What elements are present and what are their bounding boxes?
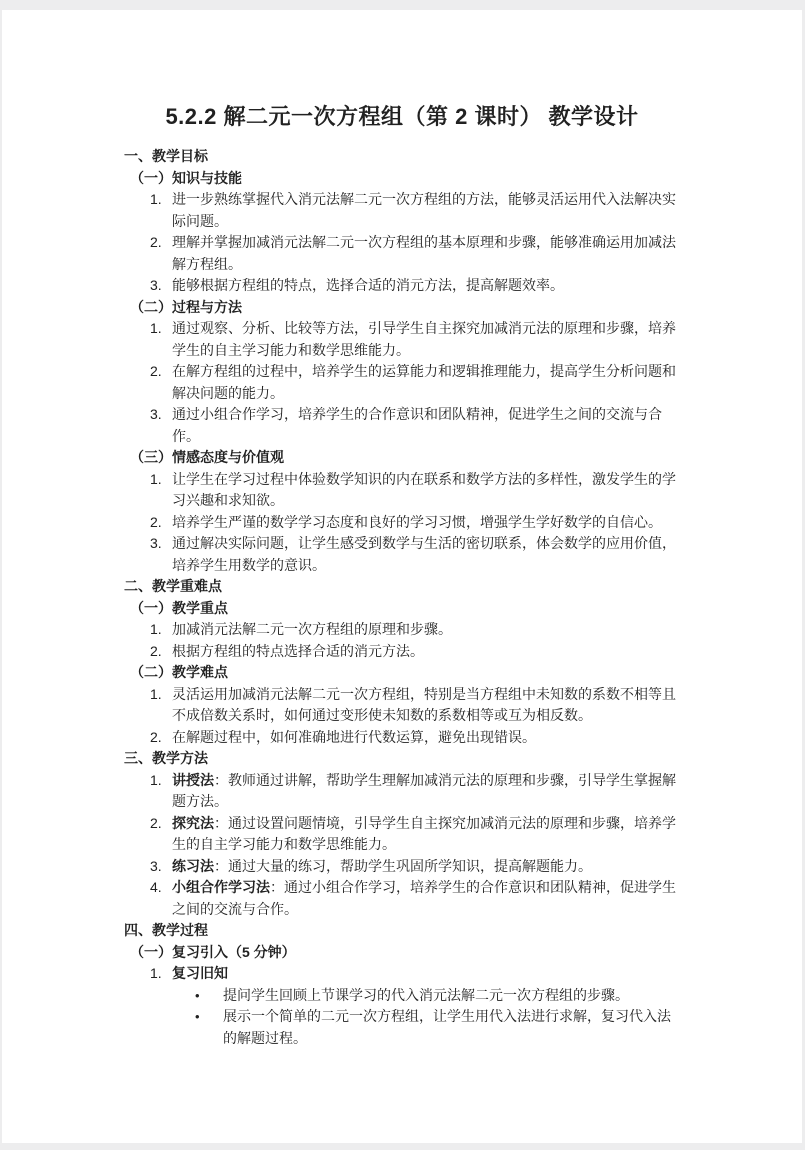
item-text — [172, 856, 682, 878]
item-body-text: 通过解决实际问题，让学生感受到数学与生活的密切联系，体会数学的应用价值，培养学生用数学的意识。 — [172, 535, 676, 573]
item-number: 3. — [150, 535, 162, 551]
item-body-text: 培养学生严谨的数学学习态度和良好的学习习惯，增强学生学好数学的自信心。 — [172, 513, 662, 530]
item-text: 提问学生回顾上节课学习的代入消元法解二元一次方程组的步骤。 — [223, 986, 629, 1003]
item-body-text: 在解方程组的过程中，培养学生的运算能力和逻辑推理能力，提高学生分析问题和解决问题的能力。 — [172, 363, 676, 401]
section-heading: 三、教学方法 — [124, 750, 208, 766]
item-text — [172, 641, 682, 663]
item-lead: 讲授法 — [172, 771, 214, 788]
item-text — [172, 963, 682, 985]
numbered-item — [122, 877, 682, 920]
item-number: 3. — [150, 857, 162, 874]
item-text — [172, 813, 682, 856]
document-body — [122, 146, 682, 1049]
numbered-item — [122, 856, 682, 878]
item-number: 1. — [150, 320, 162, 336]
item-text — [172, 189, 682, 232]
item-number: 1. — [150, 621, 162, 637]
item-number: 1. — [150, 965, 162, 981]
numbered-item — [122, 404, 682, 447]
numbered-item — [122, 318, 682, 361]
item-number: 1. — [150, 470, 162, 487]
numbered-item — [122, 619, 682, 641]
item-number: 2. — [150, 234, 162, 250]
item-body-text: ：通过小组合作学习，培养学生的合作意识和团队精神，促进学生之间的交流与合作。 — [172, 879, 676, 917]
numbered-item — [122, 275, 682, 297]
section-heading: 一、教学目标 — [124, 148, 208, 164]
item-number: 1. — [150, 771, 162, 788]
item-lead: 练习法 — [172, 857, 214, 874]
numbered-item — [122, 641, 682, 663]
subsection-heading: （一）复习引入（5 分钟） — [130, 943, 296, 960]
item-body-text: ：通过大量的练习，帮助学生巩固所学知识，提高解题能力。 — [214, 857, 592, 874]
item-text — [172, 275, 682, 297]
numbered-item — [122, 770, 682, 813]
item-text — [172, 684, 682, 727]
item-text — [172, 404, 682, 447]
item-body-text: 能够根据方程组的特点，选择合适的消元方法，提高解题效率。 — [172, 277, 564, 293]
item-lead: 小组合作学习法 — [172, 879, 270, 895]
item-text — [172, 877, 682, 920]
numbered-item — [122, 189, 682, 232]
bullet-icon: • — [195, 1009, 200, 1024]
numbered-item — [122, 469, 682, 512]
numbered-item — [122, 512, 682, 534]
item-number: 2. — [150, 814, 162, 831]
item-text — [172, 619, 682, 641]
numbered-item — [122, 533, 682, 576]
subsection-heading: （三）情感态度与价值观 — [130, 449, 284, 465]
item-number: 1. — [150, 191, 162, 207]
item-number: 4. — [150, 879, 162, 895]
item-body-text: 让学生在学习过程中体验数学知识的内在联系和数学方法的多样性，激发学生的学习兴趣和求知欲。 — [172, 470, 676, 508]
subsection-heading: （一）知识与技能 — [130, 169, 242, 186]
item-number: 3. — [150, 277, 162, 293]
item-number: 2. — [150, 642, 162, 659]
item-number: 3. — [150, 406, 162, 422]
item-body-text: 加减消元法解二元一次方程组的原理和步骤。 — [172, 621, 452, 637]
item-number: 1. — [150, 685, 162, 702]
numbered-item — [122, 361, 682, 404]
subsection-heading: （二）教学难点 — [130, 664, 228, 680]
section-heading: 四、教学过程 — [124, 922, 208, 938]
bullet-item — [122, 1006, 682, 1049]
item-number: 2. — [150, 363, 162, 379]
item-text — [172, 727, 682, 749]
item-body-text: ：教师通过讲解，帮助学生理解加减消元法的原理和步骤，引导学生掌握解题方法。 — [172, 771, 676, 809]
item-text — [172, 770, 682, 813]
item-text — [172, 512, 682, 534]
item-body-text: 进一步熟练掌握代入消元法解二元一次方程组的方法，能够灵活运用代入法解决实际问题。 — [172, 191, 676, 229]
numbered-item — [122, 232, 682, 275]
subsection-heading: （一）教学重点 — [130, 599, 228, 616]
item-body-text: 通过小组合作学习，培养学生的合作意识和团队精神，促进学生之间的交流与合作。 — [172, 406, 662, 444]
item-lead: 复习旧知 — [172, 965, 228, 981]
item-text: 展示一个简单的二元一次方程组，让学生用代入法进行求解，复习代入法的解题过程。 — [223, 1008, 671, 1046]
item-body-text: 根据方程组的特点选择合适的消元方法。 — [172, 642, 424, 659]
numbered-item — [122, 684, 682, 727]
bullet-item — [122, 985, 682, 1007]
item-number: 2. — [150, 728, 162, 745]
item-number: 2. — [150, 513, 162, 530]
subsection-heading: （二）过程与方法 — [130, 298, 242, 315]
numbered-item — [122, 963, 682, 985]
numbered-item — [122, 813, 682, 856]
item-body-text: 灵活运用加减消元法解二元一次方程组，特别是当方程组中未知数的系数不相等且不成倍数关系时，如何通过变形使未知数的系数相等或互为相反数。 — [172, 685, 676, 723]
document-title: 5.2.2 解二元一次方程组（第 2 课时） 教学设计 — [165, 104, 639, 129]
document-page — [2, 10, 802, 1143]
item-body-text: 通过观察、分析、比较等方法，引导学生自主探究加减消元法的原理和步骤，培养学生的自主学习能力和数学思维能力。 — [172, 320, 676, 358]
item-body-text: ：通过设置问题情境，引导学生自主探究加减消元法的原理和步骤，培养学生的自主学习能力和数学思维能力。 — [172, 814, 676, 852]
item-text — [172, 469, 682, 512]
bullet-icon: • — [195, 987, 200, 1003]
item-text — [172, 318, 682, 361]
item-text — [172, 533, 682, 576]
item-text — [172, 232, 682, 275]
item-text — [172, 361, 682, 404]
item-body-text: 在解题过程中，如何准确地进行代数运算，避免出现错误。 — [172, 728, 536, 745]
item-body-text: 理解并掌握加减消元法解二元一次方程组的基本原理和步骤，能够准确运用加减法解方程组。 — [172, 234, 676, 272]
numbered-item — [122, 727, 682, 749]
section-heading: 二、教学重难点 — [124, 578, 222, 594]
item-lead: 探究法 — [172, 814, 214, 831]
